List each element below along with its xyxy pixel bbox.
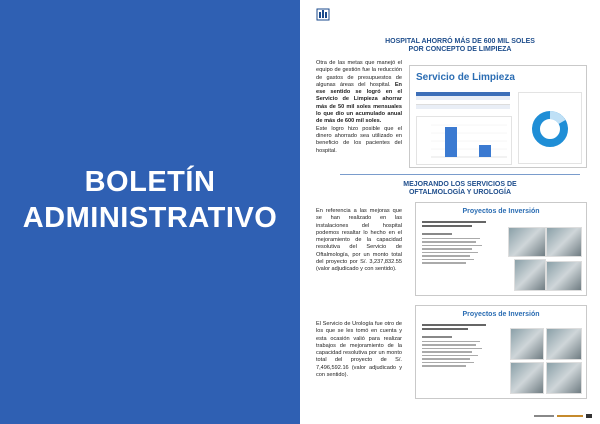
limpieza-slide [409,65,587,168]
urologia-slide-title: Proyectos de Inversión [462,311,540,318]
savings-table [416,92,510,110]
article1-p2: Este logro hizo posible que el dinero ahorrado sea utilizado en beneficio de los pacientes del hospital. [316,125,402,154]
content-page [300,0,600,424]
donut-slice [550,115,562,122]
article1-p1-bold: En ese sentido se logró en el Servicio de Limpieza ahorrar más de 50 mil soles mensuales lo que dio un acumulado anual de más de 600 mil soles. [316,81,402,125]
savings-donut-chart [518,92,582,164]
oftalmologia-slide-title: Proyectos de Inversión [462,208,540,215]
equipment-photo [510,328,544,360]
donut-chart-svg [519,93,581,163]
hospital-logo-icon [316,7,330,21]
equipment-photo [510,362,544,394]
equipment-photo [514,259,546,291]
urologia-slide [415,305,587,399]
equipment-photo [546,362,582,394]
article1-heading-line1: HOSPITAL AHORRÓ MÁS DE 600 MIL SOLES [385,38,535,45]
equipment-photo [546,227,582,257]
article2-text2: El Servicio de Urología fue otro de los que se les tomó en cuenta y esta ocasión valió para realizar trabajos de mejoramiento de la capacidad resolutiva por un monto total del proyecto de S/. 7,496,592.16 (valor adjudicado y con sentido). [316,321,402,379]
equipment-photo [546,261,582,291]
savings-bar-chart [416,116,512,165]
article2-heading-line2: OFTALMOLOGÍA Y UROLOGÍA [408,189,512,196]
oftalmologia-slide-text [422,221,502,291]
bar-after [479,145,491,157]
article2-heading-line1: MEJORANDO LOS SERVICIOS DE [403,181,517,188]
cover-title-line1: BOLETÍN [84,166,216,198]
cover-title-line2: ADMINISTRATIVO [22,202,278,234]
bar-before [445,127,457,157]
urologia-slide-text [422,324,502,394]
equipment-photo [546,328,582,360]
oftalmologia-slide [415,202,587,296]
article1-text [316,60,402,155]
page-footer [534,414,592,418]
equipment-photo [508,227,546,257]
section-divider [340,174,580,175]
article1-p1: Otra de las metas que manejó el equipo de gestión fue la reducción de gastos de presupuestos de algunas áreas del hospital. [316,60,402,88]
limpieza-slide-title: Servicio de Limpieza [416,72,515,83]
article1-heading-line2: POR CONCEPTO DE LIMPIEZA [408,46,512,53]
article2-text1: En referencia a las mejoras que se han realizado en las instalaciones del hospital podemos resaltar lo hecho en el mejoramiento de la capacidad resolutiva del Servicio de Oftalmología, por un monto total del proyecto por S/. 3,237,832.55 (valor adjudicado y con sentido). [316,208,402,273]
bar-chart-svg [417,117,511,164]
